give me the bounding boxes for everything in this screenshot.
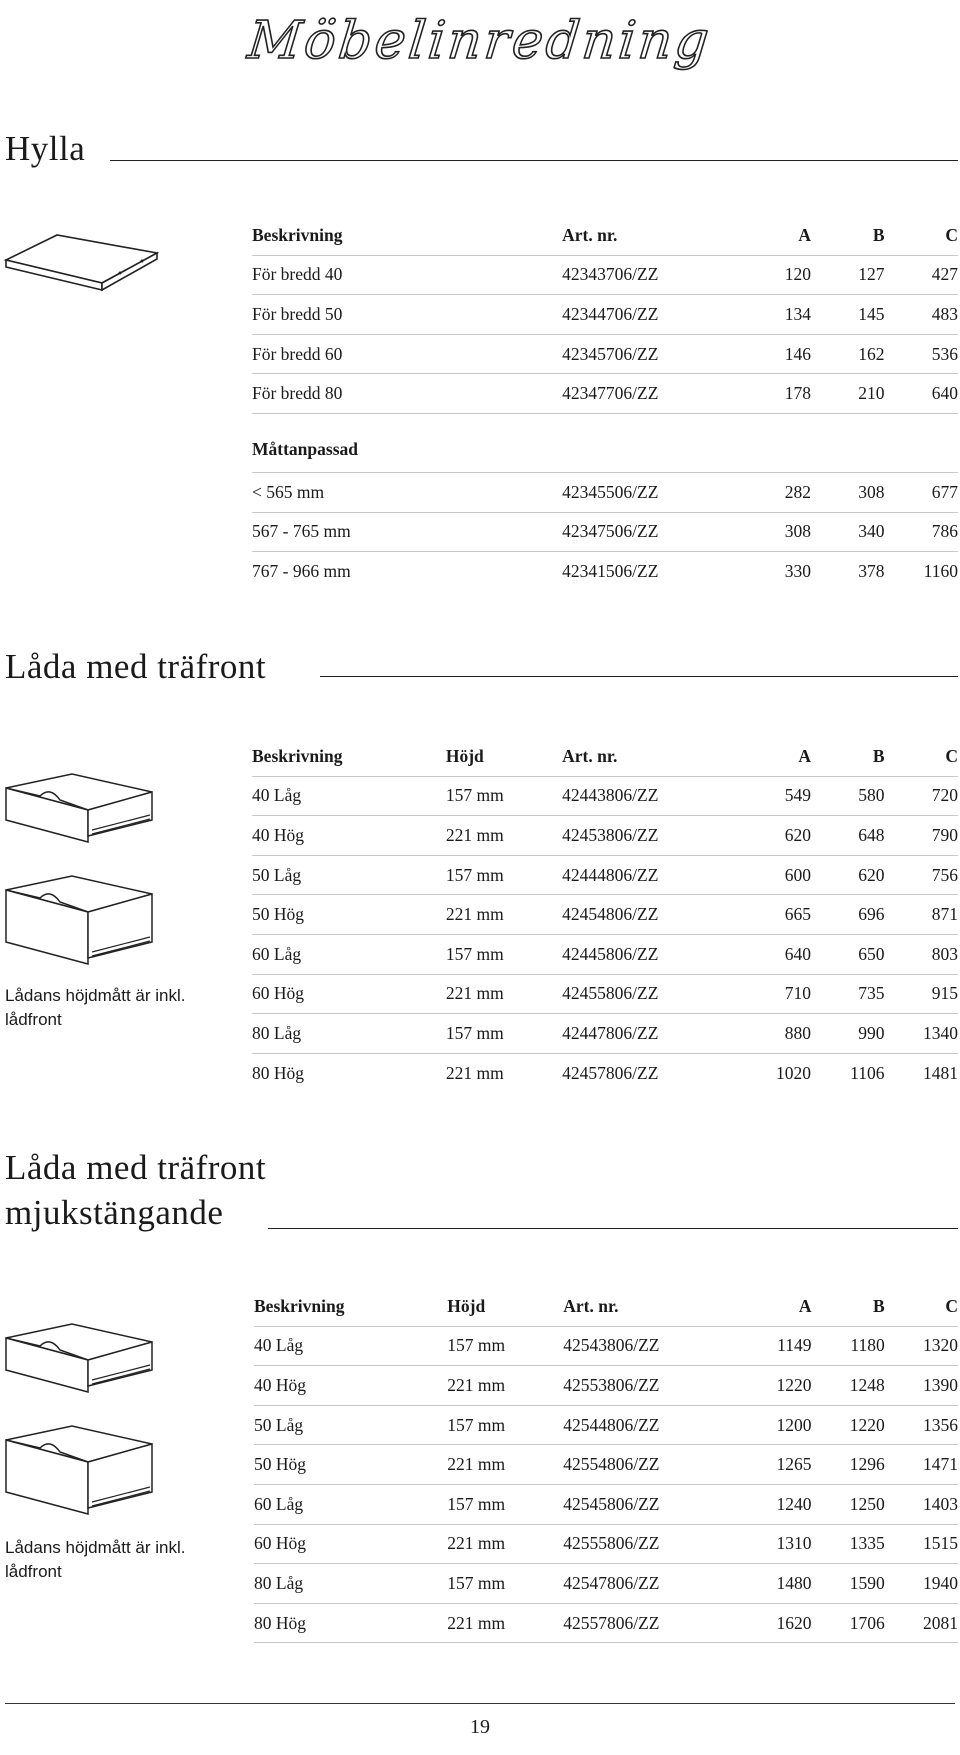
cell: 648 xyxy=(811,816,884,856)
cell: 42455806/ZZ xyxy=(562,974,731,1014)
subheading: Måttanpassad xyxy=(252,413,958,472)
cell: 42547806/ZZ xyxy=(563,1564,732,1604)
table-header-row xyxy=(254,1287,958,1326)
cell: 735 xyxy=(811,974,884,1014)
cell: 42555806/ZZ xyxy=(563,1524,732,1564)
cell: 42345506/ZZ xyxy=(562,472,731,512)
table-row xyxy=(254,1603,958,1643)
cell: 1403 xyxy=(885,1484,958,1524)
cell: 880 xyxy=(731,1014,811,1054)
cell: 42447806/ZZ xyxy=(562,1014,731,1054)
table-row xyxy=(252,334,958,374)
table-row xyxy=(252,472,958,512)
drawer-illustration-high xyxy=(2,872,157,977)
table-row xyxy=(252,255,958,295)
cell: 720 xyxy=(885,776,959,816)
cell: 1248 xyxy=(811,1366,884,1406)
cell: 1240 xyxy=(732,1484,811,1524)
drawer-illustration-low xyxy=(2,1320,157,1410)
cell: 40 Hög xyxy=(252,816,446,856)
cell: 50 Hög xyxy=(252,895,446,935)
cell: 157 mm xyxy=(447,1326,563,1366)
table-row xyxy=(252,855,958,895)
cell: 1515 xyxy=(885,1524,958,1564)
cell: 1310 xyxy=(732,1524,811,1564)
cell: 282 xyxy=(731,472,811,512)
table-row xyxy=(252,776,958,816)
table-row xyxy=(252,895,958,935)
drawer-illustration-low xyxy=(2,770,157,860)
cell: 60 Låg xyxy=(254,1484,447,1524)
table-row xyxy=(254,1564,958,1604)
cell: 42347706/ZZ xyxy=(562,374,731,414)
cell: 308 xyxy=(731,512,811,552)
cell: För bredd 60 xyxy=(252,334,562,374)
cell: 157 mm xyxy=(447,1484,563,1524)
cell: 650 xyxy=(811,934,884,974)
section-title-lada-mjuk-line1: Låda med träfront xyxy=(5,1148,267,1187)
cell: 42444806/ZZ xyxy=(562,855,731,895)
cell: 1220 xyxy=(811,1405,884,1445)
cell: 1180 xyxy=(811,1326,884,1366)
col-header: Beskrivning xyxy=(254,1287,447,1326)
shelf-illustration xyxy=(2,225,162,305)
cell: < 565 mm xyxy=(252,472,562,512)
cell: 157 mm xyxy=(446,855,562,895)
cell: 146 xyxy=(731,334,811,374)
cell: 1250 xyxy=(811,1484,884,1524)
col-header: B xyxy=(811,737,884,776)
cell: 1335 xyxy=(811,1524,884,1564)
table-row xyxy=(252,374,958,414)
cell: 42347506/ZZ xyxy=(562,512,731,552)
cell: 80 Hög xyxy=(252,1062,305,1083)
cell: 1265 xyxy=(732,1445,811,1485)
cell: 42445806/ZZ xyxy=(562,934,731,974)
cell: 790 xyxy=(885,816,959,856)
cell: 60 Hög xyxy=(254,1524,447,1564)
cell: 677 xyxy=(885,472,959,512)
footer-rule xyxy=(5,1703,955,1704)
cell: 1590 xyxy=(811,1564,884,1604)
table-row xyxy=(252,974,958,1014)
cell: 990 xyxy=(811,1014,884,1054)
cell: 600 xyxy=(731,855,811,895)
cell: För bredd 40 xyxy=(252,255,562,295)
page-title xyxy=(0,0,960,100)
cell: 42557806/ZZ xyxy=(563,1603,732,1643)
cell: 710 xyxy=(731,974,811,1014)
cell: 221 mm xyxy=(446,974,562,1014)
cell: 157 mm xyxy=(446,776,562,816)
cell: 42553806/ZZ xyxy=(563,1366,732,1406)
table-row xyxy=(252,512,958,552)
table-row xyxy=(254,1445,958,1485)
table-row xyxy=(254,1484,958,1524)
cell: 536 xyxy=(885,334,959,374)
cell: 1149 xyxy=(732,1326,811,1366)
cell: 42543806/ZZ xyxy=(563,1326,732,1366)
cell: 221 mm xyxy=(445,1062,504,1083)
height-note: Lådans höjdmått är inkl. lådfront xyxy=(5,986,186,1029)
cell: 42341506/ZZ xyxy=(562,560,659,581)
cell: 221 mm xyxy=(447,1603,563,1643)
cell: 40 Låg xyxy=(254,1326,447,1366)
cell: 915 xyxy=(885,974,959,1014)
cell: 42344706/ZZ xyxy=(562,295,731,335)
cell: 40 Låg xyxy=(252,776,446,816)
cell: 1356 xyxy=(885,1405,958,1445)
col-header: B xyxy=(811,216,884,255)
cell: 1106 xyxy=(850,1062,885,1083)
section-title-lada-mjuk-line2: mjukstängande xyxy=(5,1193,224,1232)
cell: 2081 xyxy=(885,1603,958,1643)
cell: 50 Låg xyxy=(254,1405,447,1445)
col-header: B xyxy=(811,1287,884,1326)
section-rule xyxy=(268,1228,958,1229)
cell: 178 xyxy=(731,374,811,414)
cell: 549 xyxy=(731,776,811,816)
cell: 157 mm xyxy=(446,934,562,974)
cell: 665 xyxy=(731,895,811,935)
table-row xyxy=(254,1366,958,1406)
col-header: Beskrivning xyxy=(252,737,446,776)
table-row xyxy=(254,1326,958,1366)
col-header: Art. nr. xyxy=(563,1287,732,1326)
cell: 756 xyxy=(885,855,959,895)
col-header: Höjd xyxy=(447,1287,563,1326)
cell: 50 Låg xyxy=(252,855,446,895)
cell: 340 xyxy=(811,512,884,552)
section-rule xyxy=(320,676,958,677)
table-header-row xyxy=(252,737,958,776)
cell: För bredd 80 xyxy=(252,374,562,414)
col-header: A xyxy=(731,216,811,255)
drawer-illustration-high xyxy=(2,1422,157,1527)
cell: 640 xyxy=(731,934,811,974)
cell: 80 Låg xyxy=(252,1014,446,1054)
cell: 42457806/ZZ xyxy=(562,1062,659,1083)
cell: 221 mm xyxy=(447,1445,563,1485)
table-row xyxy=(252,816,958,856)
cell: 42454806/ZZ xyxy=(562,895,731,935)
col-header: Beskrivning xyxy=(252,216,562,255)
height-note: Lådans höjdmått är inkl. lådfront xyxy=(5,1538,186,1581)
col-header: Höjd xyxy=(446,737,562,776)
cell: 1390 xyxy=(885,1366,958,1406)
cell: 567 - 765 mm xyxy=(252,512,562,552)
table-row xyxy=(252,1053,958,1092)
cell: 42345706/ZZ xyxy=(562,334,731,374)
col-header: Art. nr. xyxy=(562,216,731,255)
col-header: C xyxy=(885,737,959,776)
cell: 1480 xyxy=(732,1564,811,1604)
cell: 42443806/ZZ xyxy=(562,776,731,816)
cell: 1296 xyxy=(811,1445,884,1485)
cell: 157 mm xyxy=(447,1405,563,1445)
cell: 1020 xyxy=(776,1062,812,1083)
cell: För bredd 50 xyxy=(252,295,562,335)
table-row xyxy=(252,552,958,591)
col-header: A xyxy=(732,1287,811,1326)
section-title-hylla: Hylla xyxy=(5,129,86,168)
cell: 210 xyxy=(811,374,884,414)
page-number: 19 xyxy=(470,1716,490,1738)
cell: 308 xyxy=(811,472,884,512)
cell: 145 xyxy=(811,295,884,335)
section-rule xyxy=(110,160,958,161)
table-row xyxy=(254,1524,958,1564)
table-row xyxy=(252,934,958,974)
cell: 127 xyxy=(811,255,884,295)
cell: 1620 xyxy=(732,1603,811,1643)
cell: 80 Hög xyxy=(254,1603,447,1643)
cell: 580 xyxy=(811,776,884,816)
cell: 871 xyxy=(885,895,959,935)
lada-table xyxy=(252,737,958,1092)
cell: 221 mm xyxy=(447,1524,563,1564)
col-header: C xyxy=(885,1287,958,1326)
cell: 696 xyxy=(811,895,884,935)
cell: 483 xyxy=(885,295,959,335)
cell: 378 xyxy=(858,560,885,581)
cell: 803 xyxy=(885,934,959,974)
cell: 42544806/ZZ xyxy=(563,1405,732,1445)
cell: 1220 xyxy=(732,1366,811,1406)
cell: 1940 xyxy=(885,1564,958,1604)
cell: 120 xyxy=(731,255,811,295)
cell: 60 Hög xyxy=(252,974,446,1014)
cell: 80 Låg xyxy=(254,1564,447,1604)
cell: 157 mm xyxy=(447,1564,563,1604)
cell: 1200 xyxy=(732,1405,811,1445)
cell: 620 xyxy=(811,855,884,895)
cell: 1471 xyxy=(885,1445,958,1485)
cell: 1481 xyxy=(923,1062,958,1083)
cell: 50 Hög xyxy=(254,1445,447,1485)
cell: 1160 xyxy=(923,560,958,581)
cell: 786 xyxy=(885,512,959,552)
hylla-table xyxy=(252,216,958,591)
table-row xyxy=(254,1405,958,1445)
cell: 42343706/ZZ xyxy=(562,255,731,295)
cell: 42554806/ZZ xyxy=(563,1445,732,1485)
page-title-text: Möbelinredning xyxy=(245,11,715,71)
cell: 640 xyxy=(885,374,959,414)
cell: 42545806/ZZ xyxy=(563,1484,732,1524)
table-subheading-row xyxy=(252,413,958,472)
col-header: A xyxy=(731,737,811,776)
cell: 134 xyxy=(731,295,811,335)
table-row xyxy=(252,1014,958,1054)
cell: 1320 xyxy=(885,1326,958,1366)
table-row xyxy=(252,295,958,335)
cell: 427 xyxy=(885,255,959,295)
cell: 221 mm xyxy=(446,895,562,935)
cell: 221 mm xyxy=(446,816,562,856)
cell: 221 mm xyxy=(447,1366,563,1406)
cell: 620 xyxy=(731,816,811,856)
col-header: C xyxy=(885,216,959,255)
cell: 162 xyxy=(811,334,884,374)
cell: 157 mm xyxy=(446,1014,562,1054)
cell: 1706 xyxy=(811,1603,884,1643)
cell: 330 xyxy=(784,560,812,581)
col-header: Art. nr. xyxy=(562,737,731,776)
cell: 1340 xyxy=(885,1014,959,1054)
cell: 767 - 966 mm xyxy=(252,560,351,581)
table-header-row xyxy=(252,216,958,255)
section-title-lada: Låda med träfront xyxy=(5,647,267,686)
lada-mjuk-table xyxy=(254,1287,958,1643)
cell: 42453806/ZZ xyxy=(562,816,731,856)
cell: 60 Låg xyxy=(252,934,446,974)
cell: 40 Hög xyxy=(254,1366,447,1406)
